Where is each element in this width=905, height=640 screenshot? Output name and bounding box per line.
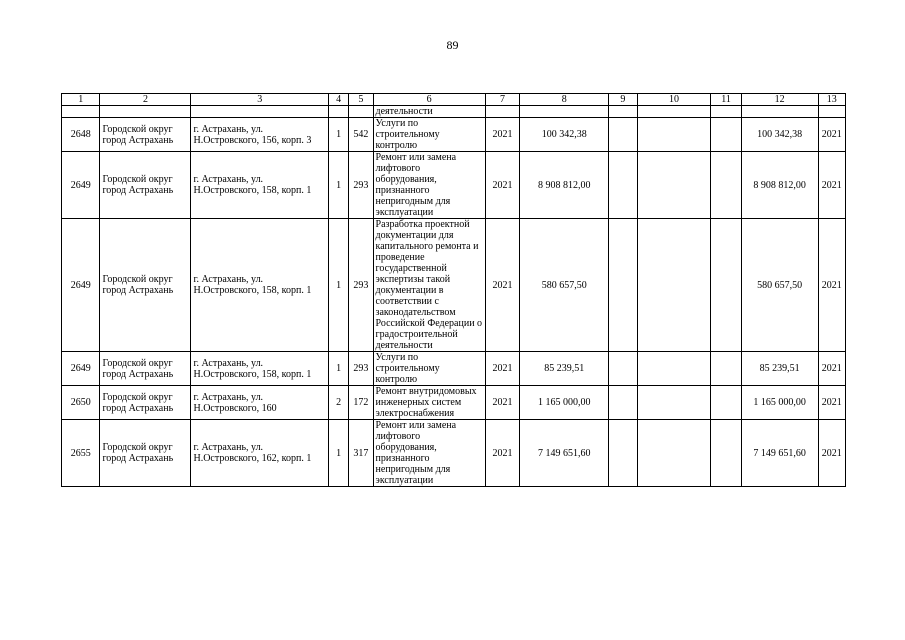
work-type-cell: Ремонт или замена лифтового оборудования, признанного непригодным для эксплуатации bbox=[373, 152, 485, 219]
column-header: 3 bbox=[191, 94, 329, 106]
municipality-cell: Городской округ город Астрахань bbox=[100, 152, 191, 219]
work-type-cell: Разработка проектной документации для капитального ремонта и проведение государственной экспертизы такой документации в соответствии с законодательством Российской Федерации о градостроительной деятельности bbox=[373, 219, 485, 352]
table-row bbox=[62, 152, 846, 219]
col5-cell: 293 bbox=[349, 352, 373, 386]
column-header: 2 bbox=[100, 94, 191, 106]
col4-cell: 1 bbox=[329, 352, 349, 386]
col12-cost-cell: 8 908 812,00 bbox=[741, 152, 818, 219]
municipality-cell: Городской округ город Астрахань bbox=[100, 386, 191, 420]
col10-cell bbox=[637, 420, 711, 487]
municipality-cell: Городской округ город Астрахань bbox=[100, 219, 191, 352]
work-type-cell: Ремонт или замена лифтового оборудования, признанного непригодным для эксплуатации bbox=[373, 420, 485, 487]
col12-cost-cell: 85 239,51 bbox=[741, 352, 818, 386]
total-cost-cell: 580 657,50 bbox=[520, 219, 609, 352]
col13-year-cell: 2021 bbox=[818, 352, 845, 386]
col11-cell bbox=[711, 118, 741, 152]
total-cost-cell: 85 239,51 bbox=[520, 352, 609, 386]
col10-cell bbox=[637, 219, 711, 352]
col4-cell: 1 bbox=[329, 219, 349, 352]
column-header: 1 bbox=[62, 94, 100, 106]
year-cell: 2021 bbox=[485, 152, 519, 219]
continuation-row bbox=[62, 106, 846, 118]
address-cell: г. Астрахань, ул. Н.Островского, 160 bbox=[191, 386, 329, 420]
col13-year-cell: 2021 bbox=[818, 219, 845, 352]
row-number-cell: 2649 bbox=[62, 352, 100, 386]
table-row bbox=[62, 352, 846, 386]
total-cost-cell: 100 342,38 bbox=[520, 118, 609, 152]
col13-year-cell: 2021 bbox=[818, 152, 845, 219]
col9-cell bbox=[609, 118, 637, 152]
table-row bbox=[62, 420, 846, 487]
col5-cell: 293 bbox=[349, 152, 373, 219]
col11-cell bbox=[711, 219, 741, 352]
column-header: 8 bbox=[520, 94, 609, 106]
address-cell: г. Астрахань, ул. Н.Островского, 158, корп. 1 bbox=[191, 152, 329, 219]
col9-cell bbox=[609, 386, 637, 420]
col11-cell bbox=[711, 152, 741, 219]
year-cell: 2021 bbox=[485, 420, 519, 487]
col5-cell: 293 bbox=[349, 219, 373, 352]
table-row bbox=[62, 219, 846, 352]
column-header: 11 bbox=[711, 94, 741, 106]
col13-year-cell: 2021 bbox=[818, 420, 845, 487]
col13-year-cell: 2021 bbox=[818, 118, 845, 152]
col5-cell: 172 bbox=[349, 386, 373, 420]
total-cost-cell: 8 908 812,00 bbox=[520, 152, 609, 219]
col9-cell bbox=[609, 152, 637, 219]
year-cell: 2021 bbox=[485, 118, 519, 152]
col4-cell: 1 bbox=[329, 420, 349, 487]
continuation-text: деятельности bbox=[373, 106, 485, 118]
address-cell: г. Астрахань, ул. Н.Островского, 158, корп. 1 bbox=[191, 352, 329, 386]
row-number-cell: 2649 bbox=[62, 152, 100, 219]
col4-cell: 1 bbox=[329, 118, 349, 152]
column-header: 10 bbox=[637, 94, 711, 106]
col12-cost-cell: 100 342,38 bbox=[741, 118, 818, 152]
column-header: 4 bbox=[329, 94, 349, 106]
col10-cell bbox=[637, 118, 711, 152]
year-cell: 2021 bbox=[485, 352, 519, 386]
column-header: 7 bbox=[485, 94, 519, 106]
col12-cost-cell: 1 165 000,00 bbox=[741, 386, 818, 420]
col4-cell: 1 bbox=[329, 152, 349, 219]
column-header: 9 bbox=[609, 94, 637, 106]
municipality-cell: Городской округ город Астрахань bbox=[100, 352, 191, 386]
row-number-cell: 2648 bbox=[62, 118, 100, 152]
work-type-cell: Услуги по строительному контролю bbox=[373, 118, 485, 152]
repair-register-table bbox=[61, 93, 846, 487]
table-row bbox=[62, 386, 846, 420]
year-cell: 2021 bbox=[485, 386, 519, 420]
col5-cell: 317 bbox=[349, 420, 373, 487]
col9-cell bbox=[609, 352, 637, 386]
row-number-cell: 2655 bbox=[62, 420, 100, 487]
total-cost-cell: 7 149 651,60 bbox=[520, 420, 609, 487]
row-number-cell: 2649 bbox=[62, 219, 100, 352]
address-cell: г. Астрахань, ул. Н.Островского, 156, корп. 3 bbox=[191, 118, 329, 152]
col9-cell bbox=[609, 420, 637, 487]
col12-cost-cell: 7 149 651,60 bbox=[741, 420, 818, 487]
col11-cell bbox=[711, 420, 741, 487]
col11-cell bbox=[711, 386, 741, 420]
table-row bbox=[62, 118, 846, 152]
col11-cell bbox=[711, 352, 741, 386]
page-number: 89 bbox=[446, 38, 459, 52]
municipality-cell: Городской округ город Астрахань bbox=[100, 118, 191, 152]
col13-year-cell: 2021 bbox=[818, 386, 845, 420]
col4-cell: 2 bbox=[329, 386, 349, 420]
col9-cell bbox=[609, 219, 637, 352]
column-header: 6 bbox=[373, 94, 485, 106]
col5-cell: 542 bbox=[349, 118, 373, 152]
year-cell: 2021 bbox=[485, 219, 519, 352]
col10-cell bbox=[637, 386, 711, 420]
work-type-cell: Услуги по строительному контролю bbox=[373, 352, 485, 386]
column-header: 12 bbox=[741, 94, 818, 106]
row-number-cell: 2650 bbox=[62, 386, 100, 420]
column-header: 5 bbox=[349, 94, 373, 106]
col10-cell bbox=[637, 352, 711, 386]
municipality-cell: Городской округ город Астрахань bbox=[100, 420, 191, 487]
address-cell: г. Астрахань, ул. Н.Островского, 158, корп. 1 bbox=[191, 219, 329, 352]
work-type-cell: Ремонт внутридомовых инженерных систем электроснабжения bbox=[373, 386, 485, 420]
header-row bbox=[62, 94, 846, 106]
column-header: 13 bbox=[818, 94, 845, 106]
col12-cost-cell: 580 657,50 bbox=[741, 219, 818, 352]
address-cell: г. Астрахань, ул. Н.Островского, 162, корп. 1 bbox=[191, 420, 329, 487]
total-cost-cell: 1 165 000,00 bbox=[520, 386, 609, 420]
col10-cell bbox=[637, 152, 711, 219]
